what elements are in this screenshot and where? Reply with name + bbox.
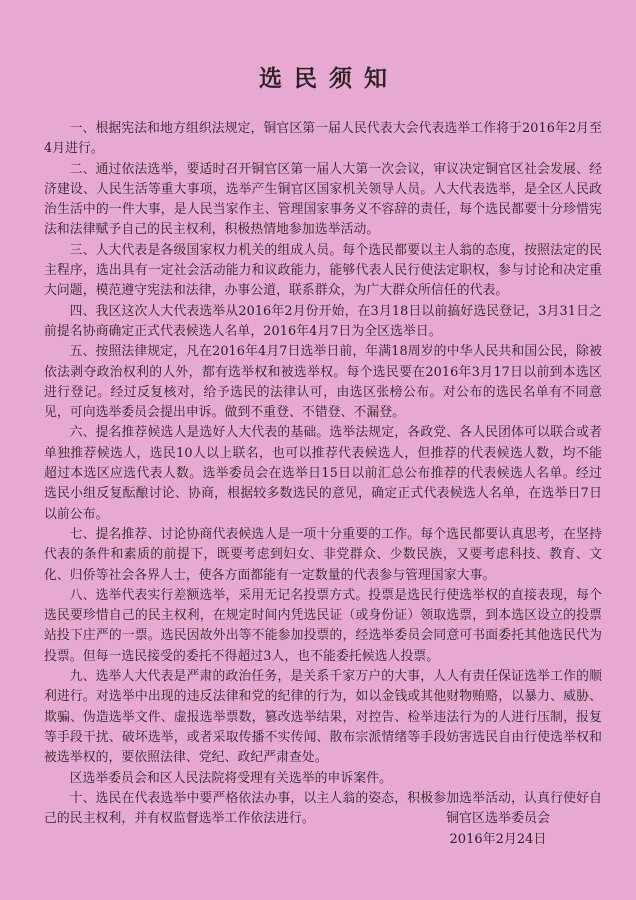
notice-body xyxy=(44,119,602,829)
paragraph-9: 九、选举人大代表是严肃的政治任务，是关系千家万户的大事，人人有责任保证选举工作的顺利进行。对选举中出现的违反法律和党的纪律的行为，如以金钱或其他财物贿赂，以暴力、威胁、欺骗、伪造选举文件、虚报选举票数，篡改选举结果，对控告、检举违法行为的人进行压制，报复等手段干扰、破坏选举，或者采取传播不实传闻、散布宗派情绪等手段妨害选民自由行使选举权和被选举权的，要依照法律、党纪、政纪严肃查处。 xyxy=(44,669,602,766)
paragraph-10: 十、选民在代表选举中要严格依法办事，以主人翁的姿态，积极参加选举活动，认真行使好自己的民主权利，并有权监督选举工作依法进行。 xyxy=(44,790,602,827)
paragraph-7: 七、提名推荐、讨论协商代表候选人是一项十分重要的工作。每个选民都要认真思考，在坚持代表的条件和素质的前提下，既要考虑到妇女、非党群众、少数民族，又要考虑科技、教育、文化、归侨等社会各界人士，使各方面都能有一定数量的代表参与管理国家大事。 xyxy=(44,526,602,583)
issuing-organization: 铜官区选举委员会 xyxy=(445,811,550,826)
paragraph-1: 一、根据宪法和地方组织法规定，铜官区第一届人民代表大会代表选举工作将于2016年2月至4月进行。 xyxy=(44,121,602,157)
paragraph-5: 五、按照法律规定，凡在2016年4月7日选举日前，年满18周岁的中华人民共和国公民，除被依法剥夺政治权利的人外，都有选举权和被选举权。每个选民要在2016年3月17日以前到本选区进行登记。经过反复核对，给予选民的法律认可，由选区张榜公布。对公布的选民名单有不同意见，可向选举委员会提出申诉。做到不重登、不错登、不漏登。 xyxy=(44,344,602,421)
paragraph-complaint: 区选举委员会和区人民法院将受理有关选举的申诉案件。 xyxy=(69,770,393,786)
issue-date: 2016年2月24日 xyxy=(449,832,547,847)
document-title: 选民须知 xyxy=(259,65,399,92)
paragraph-8: 八、选举代表实行差额选举，采用无记名投票方式。投票是选民行使选举权的直接表现，每个选民要珍惜自己的民主权利，在规定时间内凭选民证（或身份证）领取选票，到本选区设立的投票站投下庄严的一票。选民因故外出等不能参加投票的，经选举委员会同意可书面委托其他选民代为投票。但每一选民接受的委托不得超过3人，也不能委托候选人投票。 xyxy=(44,587,602,664)
signature-block xyxy=(446,808,550,850)
paragraph-6: 六、提名推荐候选人是选好人大代表的基础。选举法规定，各政党、各人民团体可以联合或者单独推荐候选人，选民10人以上联名，也可以推荐代表候选人，但推荐的代表候选人数，均不能超过本选区应选代表人数。选举委员会在选举日15日以前汇总公布推荐的代表候选人名单。经过选民小组反复酝酿讨论、协商，根据较多数选民的意见，确定正式代表候选人名单，在选举日7日以前公布。 xyxy=(44,425,602,522)
paragraph-4: 四、我区这次人大代表选举从2016年2月份开始，在3月18日以前搞好选民登记，3月31日之前提名协商确定正式代表候选人名单，2016年4月7日为全区选举日。 xyxy=(44,303,602,339)
paragraph-3: 三、人大代表是各级国家权力机关的组成人员。每个选民都要以主人翁的态度，按照法定的民主程序，选出具有一定社会活动能力和议政能力，能够代表人民行使法定职权，参与讨论和决定重大问题，模范遵守宪法和法律，办事公道，联系群众，为广大群众所信任的代表。 xyxy=(44,242,602,299)
paragraph-2: 二、通过依法选举，要适时召开铜官区第一届人大第一次会议，审议决定铜官区社会发展、经济建设、人民生活等重大事项，选举产生铜官区国家机关领导人员。人大代表选举，是全区人民政治生活中的一件大事，是人民当家作主、管理国家事务义不容辞的责任，每个选民都要十分珍惜宪法和法律赋予自己的民主权利，积极热情地参加选举活动。 xyxy=(44,161,602,238)
